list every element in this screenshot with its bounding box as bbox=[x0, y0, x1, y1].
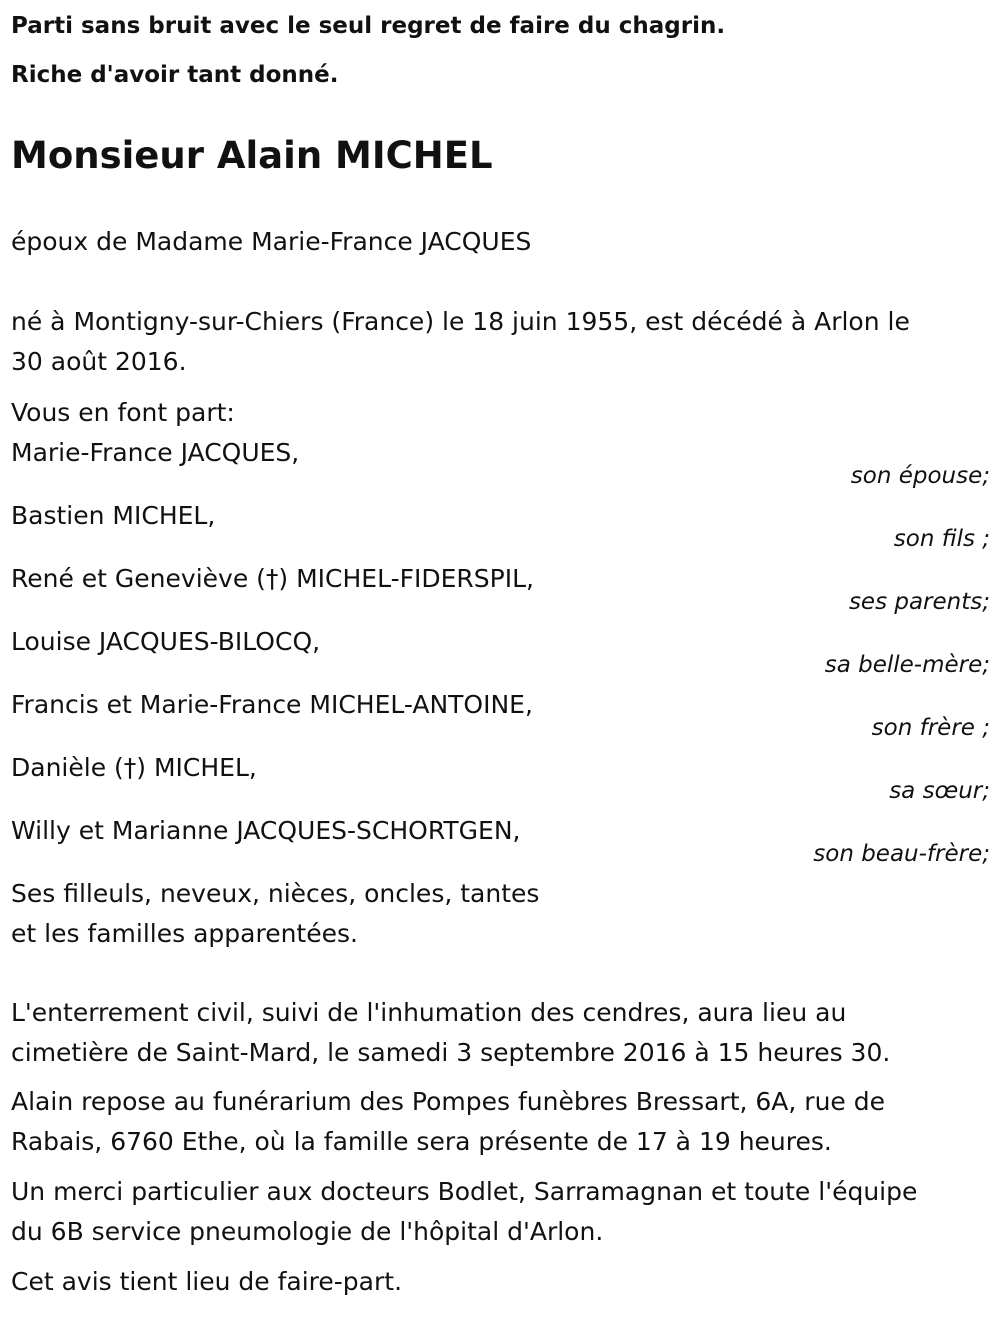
extended-family-line-2: et les familles apparentées. bbox=[11, 919, 358, 948]
family-member-relation: ses parents; bbox=[848, 589, 990, 615]
spouse-line: époux de Madame Marie-France JACQUES bbox=[11, 227, 532, 256]
announcement-intro: Vous en font part: bbox=[11, 398, 235, 427]
funeral-line-2: cimetière de Saint-Mard, le samedi 3 septembre 2016 à 15 heures 30. bbox=[11, 1038, 891, 1067]
family-member-name: Danièle (†) MICHEL, bbox=[11, 753, 257, 782]
quote-line-1: Parti sans bruit avec le seul regret de faire du chagrin. bbox=[11, 13, 726, 39]
rest-line-2: Rabais, 6760 Ethe, où la famille sera présente de 17 à 19 heures. bbox=[11, 1127, 832, 1156]
closing-line: Cet avis tient lieu de faire-part. bbox=[11, 1267, 403, 1296]
family-member-relation: son fils ; bbox=[893, 526, 990, 552]
family-member-relation: son frère ; bbox=[871, 715, 990, 741]
funeral-line-1: L'enterrement civil, suivi de l'inhumation des cendres, aura lieu au bbox=[11, 998, 847, 1027]
family-member-name: Francis et Marie-France MICHEL-ANTOINE, bbox=[11, 690, 533, 719]
family-member-name: René et Geneviève (†) MICHEL-FIDERSPIL, bbox=[11, 564, 534, 593]
family-member-relation: son beau-frère; bbox=[813, 841, 990, 867]
family-member-relation: sa belle-mère; bbox=[824, 652, 990, 678]
family-member-name: Willy et Marianne JACQUES-SCHORTGEN, bbox=[11, 816, 521, 845]
rest-line-1: Alain repose au funérarium des Pompes funèbres Bressart, 6A, rue de bbox=[11, 1087, 885, 1116]
family-member-name: Louise JACQUES-BILOCQ, bbox=[11, 627, 321, 656]
birth-death-line-2: 30 août 2016. bbox=[11, 347, 187, 376]
deceased-name: Monsieur Alain MICHEL bbox=[11, 134, 493, 177]
birth-death-line-1: né à Montigny-sur-Chiers (France) le 18 juin 1955, est décédé à Arlon le bbox=[11, 307, 910, 336]
family-member-name: Bastien MICHEL, bbox=[11, 501, 216, 530]
thanks-line-1: Un merci particulier aux docteurs Bodlet, Sarramagnan et toute l'équipe bbox=[11, 1177, 918, 1206]
family-member-relation: sa sœur; bbox=[889, 778, 990, 804]
thanks-line-2: du 6B service pneumologie de l'hôpital d'Arlon. bbox=[11, 1217, 604, 1246]
family-member-relation: son épouse; bbox=[850, 463, 990, 489]
extended-family-line-1: Ses filleuls, neveux, nièces, oncles, tantes bbox=[11, 879, 540, 908]
family-member-name: Marie-France JACQUES, bbox=[11, 438, 300, 467]
quote-line-2: Riche d'avoir tant donné. bbox=[11, 62, 339, 88]
